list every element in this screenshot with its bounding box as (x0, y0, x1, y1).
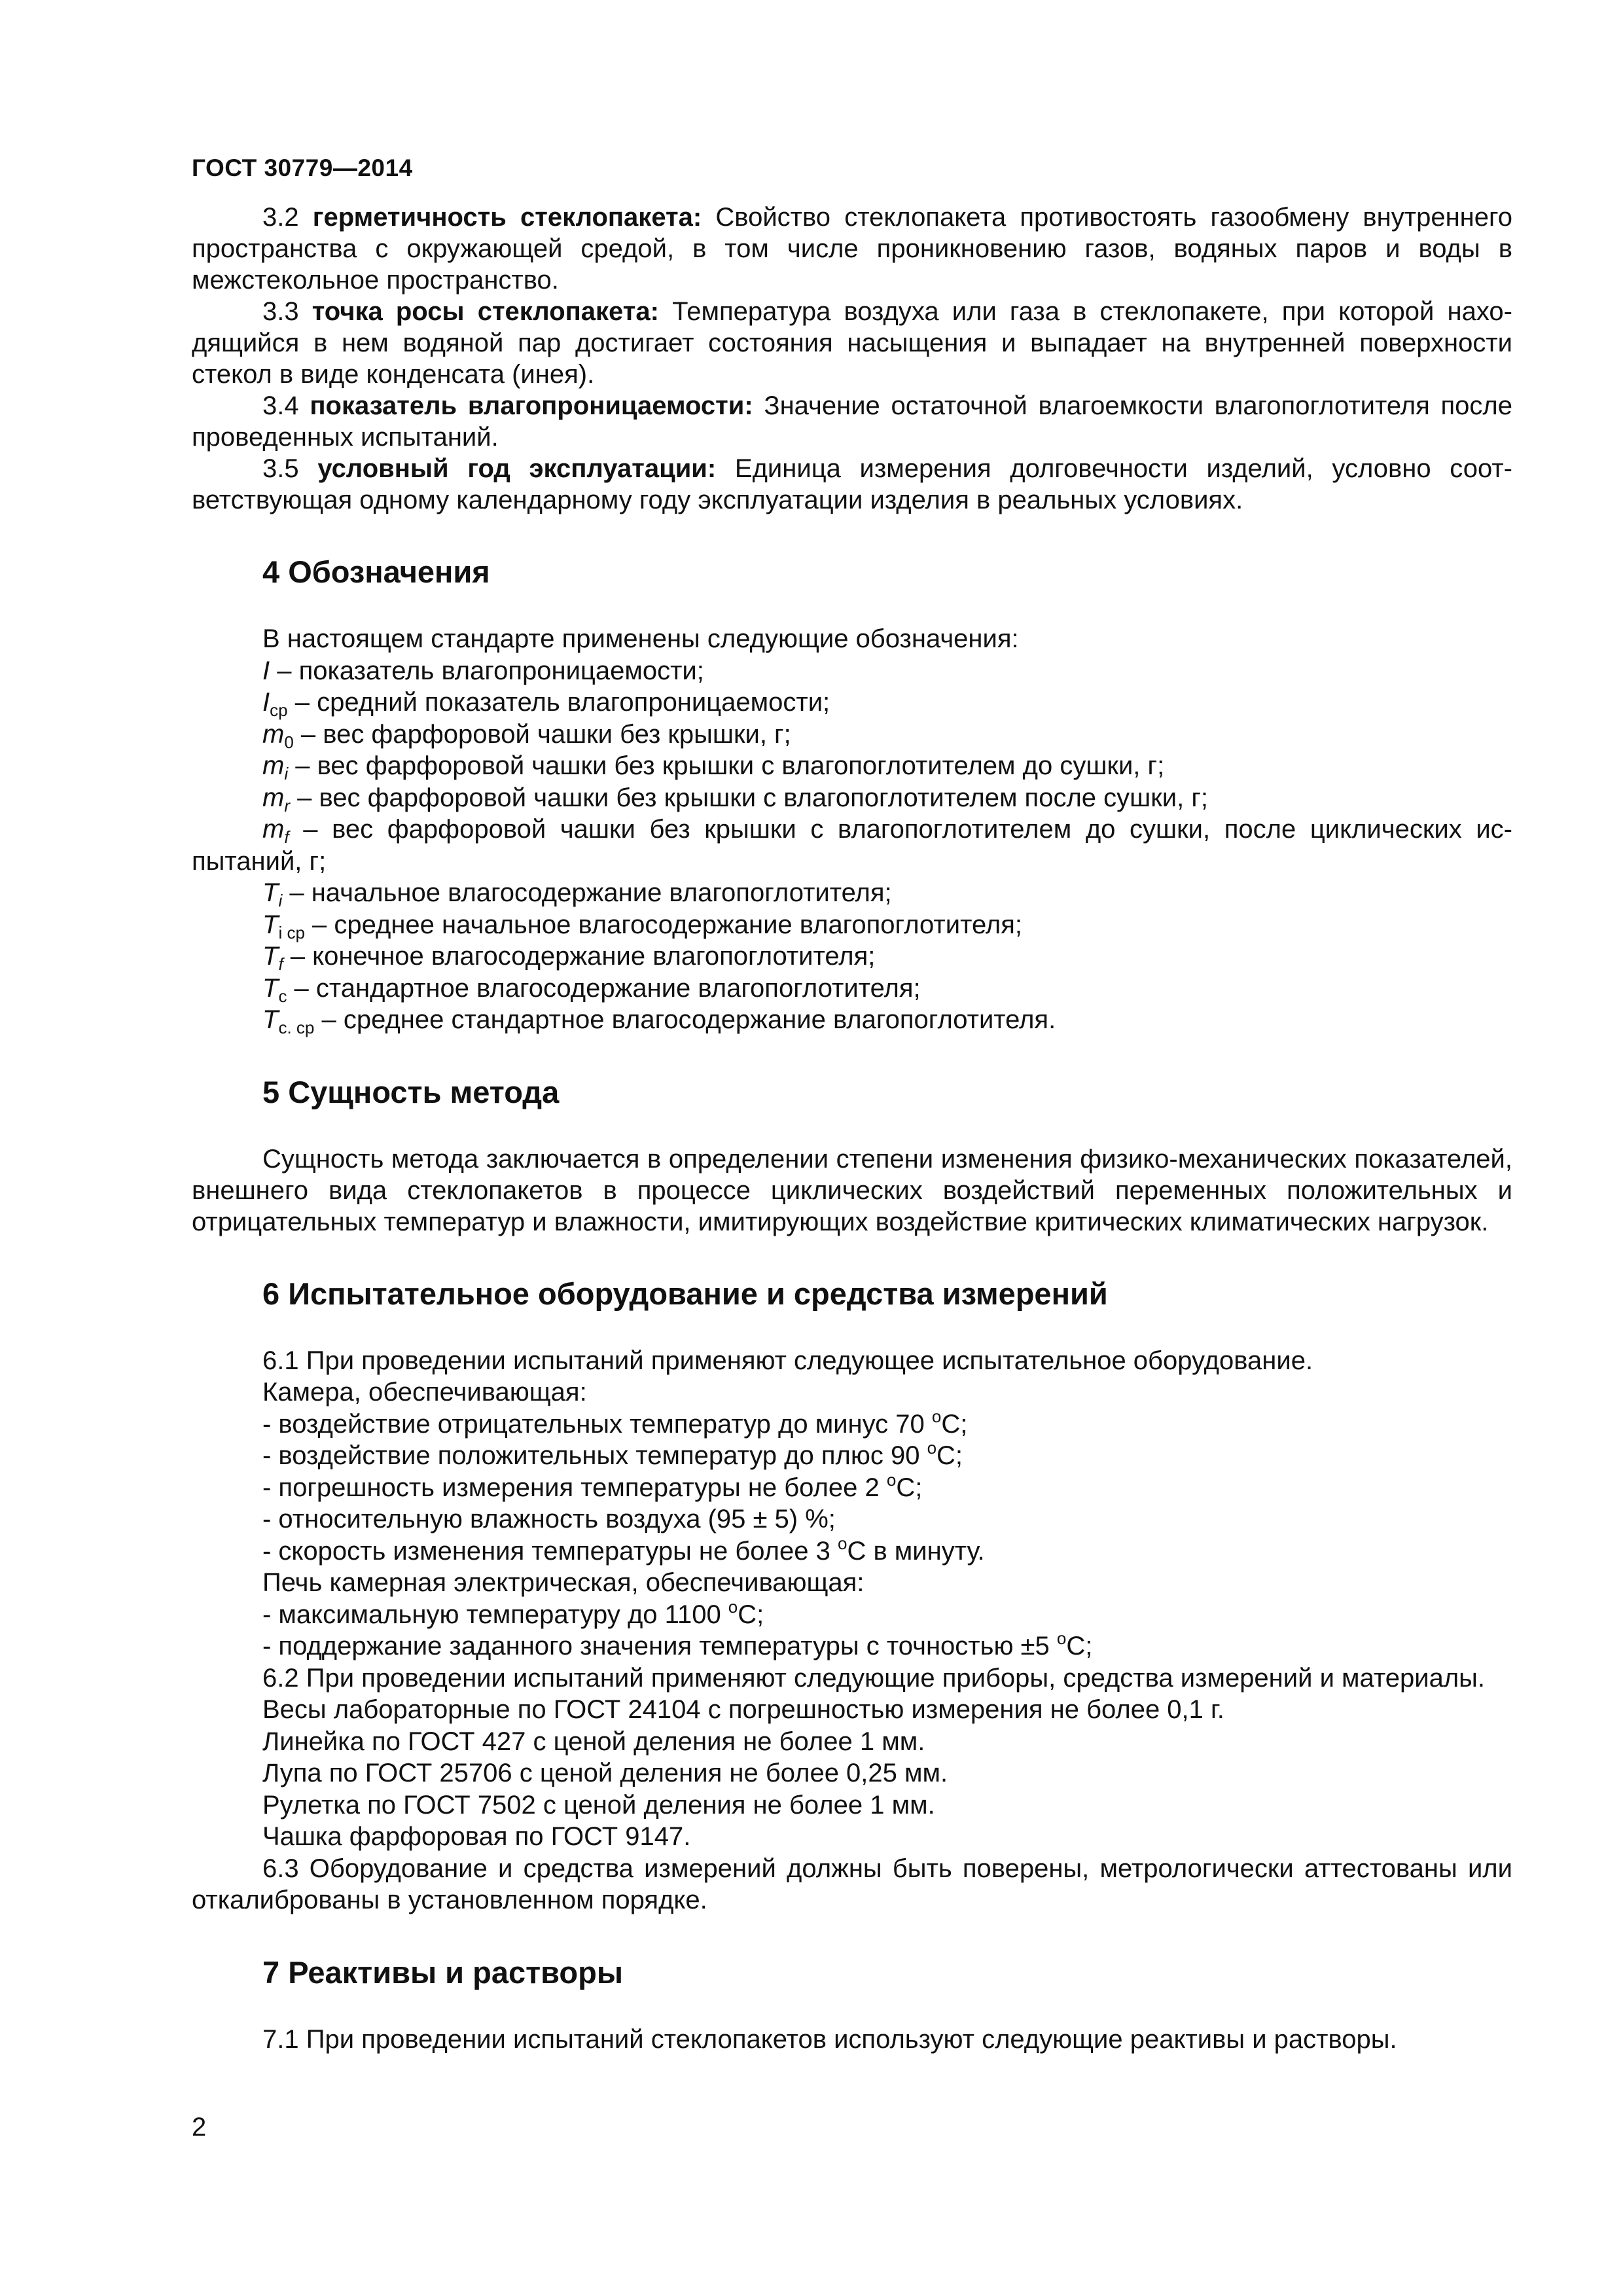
camera-intro: Камера, обеспечивающая: (262, 1378, 587, 1407)
definition-3-5 (192, 453, 1512, 516)
degree-sign: o (837, 1533, 847, 1553)
symbol-description: – стандартное влагосодержание влагопоглотителя; (287, 973, 921, 1003)
symbol-subscript: ср (270, 700, 288, 720)
symbol-description: – вес фарфоровой чашки без крышки с влагопоглотителем до сушки, г; (288, 751, 1165, 780)
symbol-description: – вес фарфоровой чашки без крышки с влагопоглотителем после сушки, г; (290, 783, 1209, 812)
symbol-letter: $T_{c. ср}$ (262, 1005, 315, 1037)
definition-term: показатель влагопроницаемости: (310, 391, 753, 420)
definition-term: герметичность стеклопакета: (312, 203, 702, 232)
symbol-item (262, 687, 1512, 719)
symbol-description: – начальное влагосодержание влагопоглотителя; (282, 878, 892, 907)
definition-text: Единица измерения долговечности изделий, условно соответствующая одному календарному году эксплуатации изделия в реальных условиях. (192, 454, 1512, 514)
instrument-item: Лупа по ГОСТ 25706 с ценой деления не более 0,25 мм. (262, 1759, 948, 1787)
symbol-item (262, 973, 1512, 1005)
section-6-heading: 6 Испытательное оборудование и средства измерений (262, 1276, 1108, 1311)
definition-3-2 (192, 202, 1512, 296)
symbol-letter: $m_0$ (262, 719, 294, 752)
camera-item: - относительную влажность воздуха (95 ± 5) %; (262, 1505, 836, 1534)
symbol-letter: $m_i$ (262, 751, 289, 783)
definition-3-3 (192, 296, 1512, 390)
symbol-description: – вес фарфоровой чашки без крышки с влагопоглотителем до сушки, после циклических испытаний, г; (192, 815, 1512, 876)
definition-3-4 (192, 390, 1512, 453)
symbol-subscript: 0 (284, 732, 294, 752)
section-7-heading: 7 Реактивы и растворы (262, 1954, 623, 1990)
symbol-item (192, 814, 1512, 877)
camera-item: - погрешность измерения температуры не более 2 $^o$С; (262, 1469, 923, 1502)
symbol-item (262, 877, 1512, 909)
symbol-subscript: r (284, 795, 290, 816)
section-5-heading: 5 Сущность метода (262, 1074, 560, 1109)
clause-6-3: 6.3 Оборудование и средства измерений должны быть поверены, метрологически аттестованы или откалиброваны в установленном порядке. (192, 1854, 1512, 1914)
symbol-letter: $T_{i ср}$ (262, 910, 305, 942)
camera-item: - воздействие положительных температур до плюс 90 $^o$С; (262, 1438, 963, 1470)
document-header-number: ГОСТ 30779—2014 (192, 154, 413, 181)
instrument-item: Чашка фарфоровая по ГОСТ 9147. (262, 1822, 691, 1851)
symbol-subscript: c. ср (278, 1018, 315, 1037)
symbol-subscript: i (278, 891, 283, 910)
camera-item: - воздействие отрицательных температур до минус 70 $^o$С; (262, 1406, 968, 1439)
symbol-letter: $T_f$ (262, 942, 283, 974)
definition-text: Значение остаточной влагоемкости влагопоглотителя после проведенных испытаний. (192, 391, 1512, 452)
degree-sign: o (1056, 1628, 1067, 1648)
camera-item: - скорость изменения температуры не более 3 $^o$С в минуту. (262, 1533, 985, 1566)
symbol-description: – средний показатель влагопроницаемости; (287, 688, 830, 717)
symbol-item (262, 719, 1512, 751)
symbol-subscript: i (284, 764, 289, 783)
definition-text: Температура воздуха или газа в стеклопакете, при которой находящийся в нем водяной пар достигает состояния насыщения и выпадает на внутренней поверхности стекол в виде конденсата (инея). (192, 297, 1512, 389)
oven-intro: Печь камерная электрическая, обеспечивающая: (262, 1568, 865, 1597)
symbol-subscript: i ср (278, 922, 305, 942)
instrument-item: Весы лабораторные по ГОСТ 24104 с погрешностью измерения не более 0,1 г. (262, 1695, 1224, 1724)
oven-item: - максимальную температуру до 1100 $^o$С; (262, 1596, 764, 1629)
symbol-description: – среднее стандартное влагосодержание влагопоглотителя. (314, 1005, 1056, 1034)
symbol-letter: $I_{ср}$ (262, 688, 288, 720)
clause-7-1: 7.1 При проведении испытаний стеклопакетов используют следующие реактивы и растворы. (262, 2024, 1397, 2054)
symbol-letter: $T_i$ (262, 878, 283, 910)
symbol-item (262, 909, 1512, 941)
symbol-letter: I (262, 656, 270, 685)
degree-sign: o (886, 1469, 897, 1490)
symbol-description: – конечное влагосодержание влагопоглотителя; (283, 942, 876, 971)
definition-term: точка росы стеклопакета: (312, 297, 659, 326)
symbol-letter: $T_c$ (262, 973, 287, 1006)
definition-text: Свойство стеклопакета противостоять газообмену внутреннего пространства с окружающей средой, в том числе проникновению газов, водяных паров и воды в межстекольное пространство. (192, 203, 1512, 295)
symbol-subscript: f (284, 827, 289, 847)
symbol-letter: $m_r$ (262, 783, 290, 816)
symbol-item (262, 655, 1512, 687)
symbol-description: – вес фарфоровой чашки без крышки, г; (293, 719, 791, 749)
instrument-item: Рулетка по ГОСТ 7502 с ценой деления не более 1 мм. (262, 1790, 935, 1820)
degree-sign: o (927, 1438, 937, 1458)
symbol-subscript: c (278, 986, 287, 1006)
symbol-description: – среднее начальное влагосодержание влагопоглотителя; (304, 910, 1022, 939)
symbol-item (262, 782, 1512, 814)
symbol-item (262, 941, 1512, 973)
symbol-subscript: f (278, 954, 283, 974)
instrument-item: Линейка по ГОСТ 427 с ценой деления не более 1 мм. (262, 1727, 925, 1756)
symbols-intro: В настоящем стандарте применены следующие обозначения: (262, 624, 1019, 653)
symbol-description: – показатель влагопроницаемости; (270, 656, 704, 685)
definition-number: 3.4 (262, 391, 299, 420)
section-5-text: Сущность метода заключается в определении степени изменения физико-механических показателей, внешнего вида стеклопакетов в процессе циклических воздействий переменных положительных и отрицательных температур и влажности, имитирующих воздействие критических климатических нагрузок. (192, 1144, 1512, 1236)
definition-term: условный год эксплуатации: (317, 454, 717, 483)
definition-number: 3.3 (262, 297, 299, 326)
section-4-heading: 4 Обозначения (262, 554, 490, 589)
degree-sign: o (728, 1596, 738, 1617)
symbol-item (262, 1004, 1512, 1036)
clause-6-1: 6.1 При проведении испытаний применяют следующее испытательное оборудование. (262, 1346, 1313, 1375)
symbol-letter: $m_f$ (262, 815, 289, 847)
page-number: 2 (192, 2113, 207, 2142)
symbol-item (262, 750, 1512, 782)
definition-number: 3.5 (262, 454, 299, 483)
definition-number: 3.2 (262, 203, 299, 232)
page-body (192, 202, 1512, 2055)
oven-item: - поддержание заданного значения температуры с точностью ±5 $^o$С; (262, 1628, 1093, 1660)
degree-sign: o (931, 1406, 942, 1426)
clause-6-2: 6.2 При проведении испытаний применяют следующие приборы, средства измерений и материалы. (262, 1663, 1486, 1693)
